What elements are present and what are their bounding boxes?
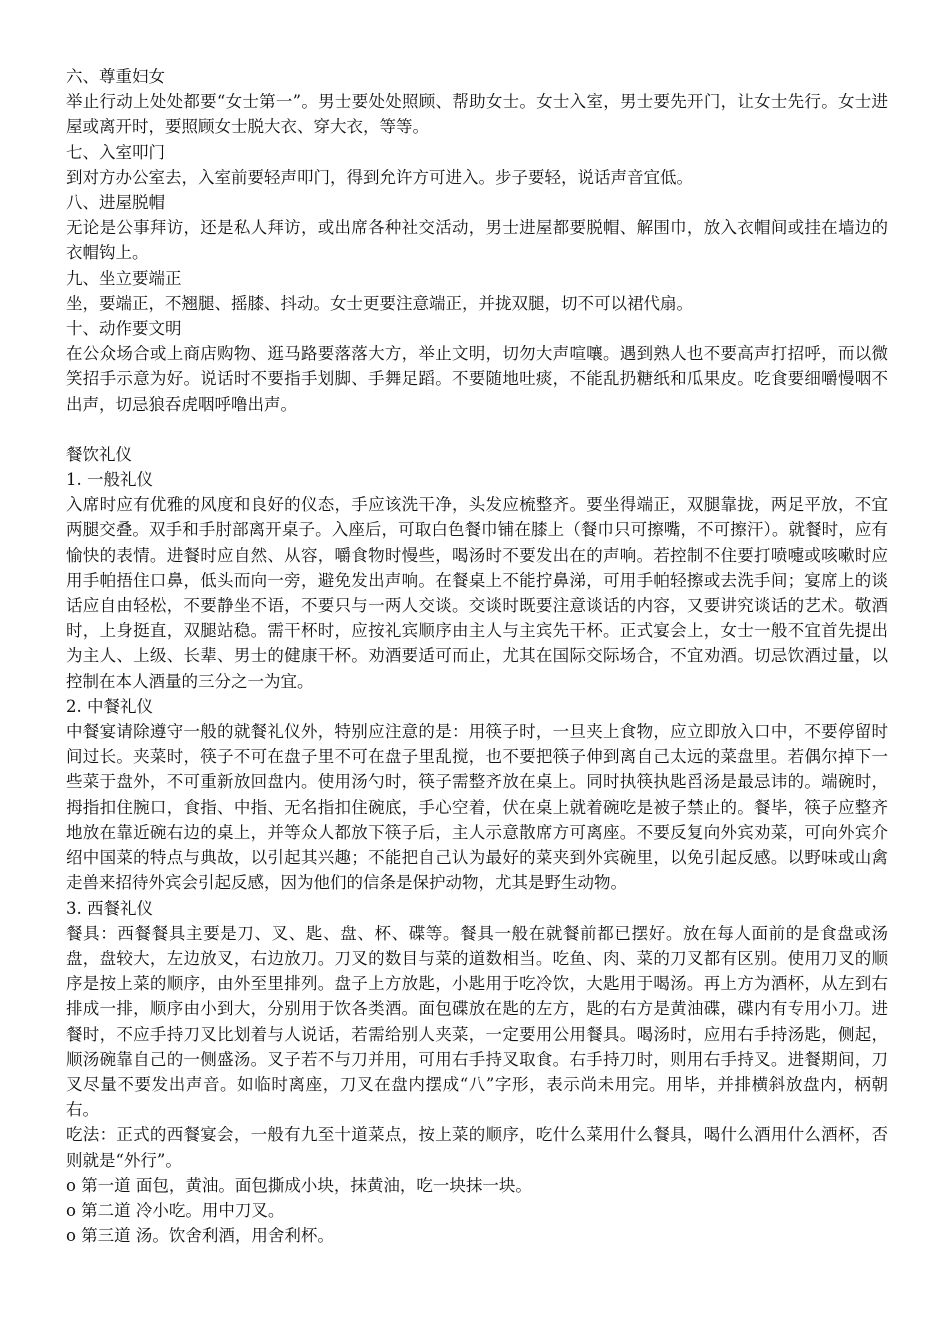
- subsection-heading: 3. 西餐礼仪: [66, 898, 153, 918]
- subsection-heading: 1. 一般礼仪: [66, 470, 153, 490]
- subsection-heading: 2. 中餐礼仪: [66, 696, 153, 716]
- paragraph: 举止行动上处处都要“女士第一”。男士要处处照顾、帮助女士。女士入室，男士要先开门，让女士先行。女士进屋或离开时，要照顾女士脱大衣、穿大衣，等等。: [66, 92, 888, 137]
- paragraph: 吃法：正式的西餐宴会，一般有九至十道菜点，按上菜的顺序，吃什么菜用什么餐具，喝什么酒用什么酒杯，否则就是“外行”。: [66, 1125, 888, 1170]
- list-item: o 第三道 汤。饮舍利酒，用舍利杯。: [66, 1226, 334, 1246]
- paragraph: 入席时应有优雅的风度和良好的仪态，手应该洗干净，头发应梳整齐。要坐得端正，双腿靠拢，两足平放，不宜两腿交叠。双手和手肘部离开桌子。入座后，可取白色餐巾铺在膝上（餐巾只可擦嘴，不可擦汗）。就餐时，应有愉快的表情。进餐时应自然、从容，嚼食物时慢些，喝汤时不要发出在的声响。若控制不住要打喷嚏或咳嗽时应用手帕捂住口鼻，低头而向一旁，避免发出声响。在餐桌上不能拧鼻涕，可用手帕轻擦或去洗手间；宴席上的谈话应自由轻松，不要静坐不语，不要只与一两人交谈。交谈时既要注意谈话的内容，又要讲究谈话的艺术。敬酒时，上身挺直，双腿站稳。需干杯时，应按礼宾顺序由主人与主宾先干杯。正式宴会上，女士一般不宜首先提出为主人、上级、长辈、男士的健康干杯。劝酒要适可而止，尤其在国际交际场合，不宜劝酒。切忌饮酒过量，以控制在本人酒量的三分之一为宜。: [66, 495, 888, 691]
- blank-line: [66, 417, 888, 442]
- list-item: o 第二道 冷小吃。用中刀叉。: [66, 1200, 285, 1220]
- paragraph: 中餐宴请除遵守一般的就餐礼仪外，特别应注意的是：用筷子时，一旦夹上食物，应立即放入口中，不要停留时间过长。夹菜时，筷子不可在盘子里不可在盘子里乱搅，也不要把筷子伸到离自己太远的菜盘里。若偶尔掉下一些菜于盘外，不可重新放回盘内。使用汤勺时，筷子需整齐放在桌上。同时执筷执匙舀汤是最忌讳的。端碗时，拇指扣住腕口，食指、中指、无名指扣住碗底，手心空着，伏在桌上就着碗吃是被子禁止的。餐毕，筷子应整齐地放在靠近碗右边的桌上，并等众人都放下筷子后，主人示意散席方可离座。不要反复向外宾劝菜，可向外宾介绍中国菜的特点与典故，以引起其兴趣；不能把自己认为最好的菜夹到外宾碗里，以免引起反感。以野味或山禽走兽来招待外宾会引起反感，因为他们的信条是保护动物，尤其是野生动物。: [66, 722, 888, 893]
- section-heading: 十、动作要文明: [66, 319, 182, 339]
- paragraph: 无论是公事拜访，还是私人拜访，或出席各种社交活动，男士进屋都要脱帽、解围巾，放入衣帽间或挂在墙边的衣帽钩上。: [66, 218, 888, 263]
- paragraph: 餐具：西餐餐具主要是刀、叉、匙、盘、杯、碟等。餐具一般在就餐前都已摆好。放在每人面前的是食盘或汤盘，盘较大，左边放叉，右边放刀。刀叉的数目与菜的道数相当。吃鱼、肉、菜的刀叉都有区别。使用刀叉的顺序是按上菜的顺序，由外至里排列。盘子上方放匙，小匙用于吃冷饮，大匙用于喝汤。再上方为酒杯，从左到右排成一排，顺序由小到大，分别用于饮各类酒。面包碟放在匙的左方，匙的右方是黄油碟，碟内有专用小刀。进餐时，不应手持刀叉比划着与人说话，若需给别人夹菜，一定要用公用餐具。喝汤时，应用右手持汤匙，侧起，顺汤碗靠自己的一侧盛汤。叉子若不与刀并用，可用右手持叉取食。右手持刀时，则用右手持叉。进餐期间，刀叉尽量不要发出声音。如临时离座，刀叉在盘内摆成“八”字形，表示尚未用完。用毕，并排横斜放盘内，柄朝右。: [66, 923, 888, 1120]
- section-title: 餐饮礼仪: [66, 444, 132, 464]
- section-heading: 八、进屋脱帽: [66, 193, 165, 213]
- section-heading: 九、坐立要端正: [66, 268, 182, 288]
- list-item: o 第一道 面包，黄油。面包撕成小块，抹黄油，吃一块抹一块。: [66, 1175, 532, 1195]
- section-heading: 六、尊重妇女: [66, 67, 165, 86]
- paragraph: 在公众场合或上商店购物、逛马路要落落大方，举止文明，切勿大声喧嚷。遇到熟人也不要高声打招呼，而以微笑招手示意为好。说话时不要指手划脚、手舞足蹈。不要随地吐痰，不能乱扔糖纸和瓜果皮。吃食要细嚼慢咽不出声，切忌狼吞虎咽呼噜出声。: [66, 344, 888, 414]
- document-body: [66, 64, 888, 1248]
- paragraph: 到对方办公室去，入室前要轻声叩门，得到允许方可进入。步子要轻，说话声音宜低。: [66, 167, 693, 187]
- section-heading: 七、入室叩门: [66, 142, 165, 162]
- paragraph: 坐，要端正，不翘腿、摇膝、抖动。女士更要注意端正，并拢双腿，切不可以裙代扇。: [66, 293, 693, 313]
